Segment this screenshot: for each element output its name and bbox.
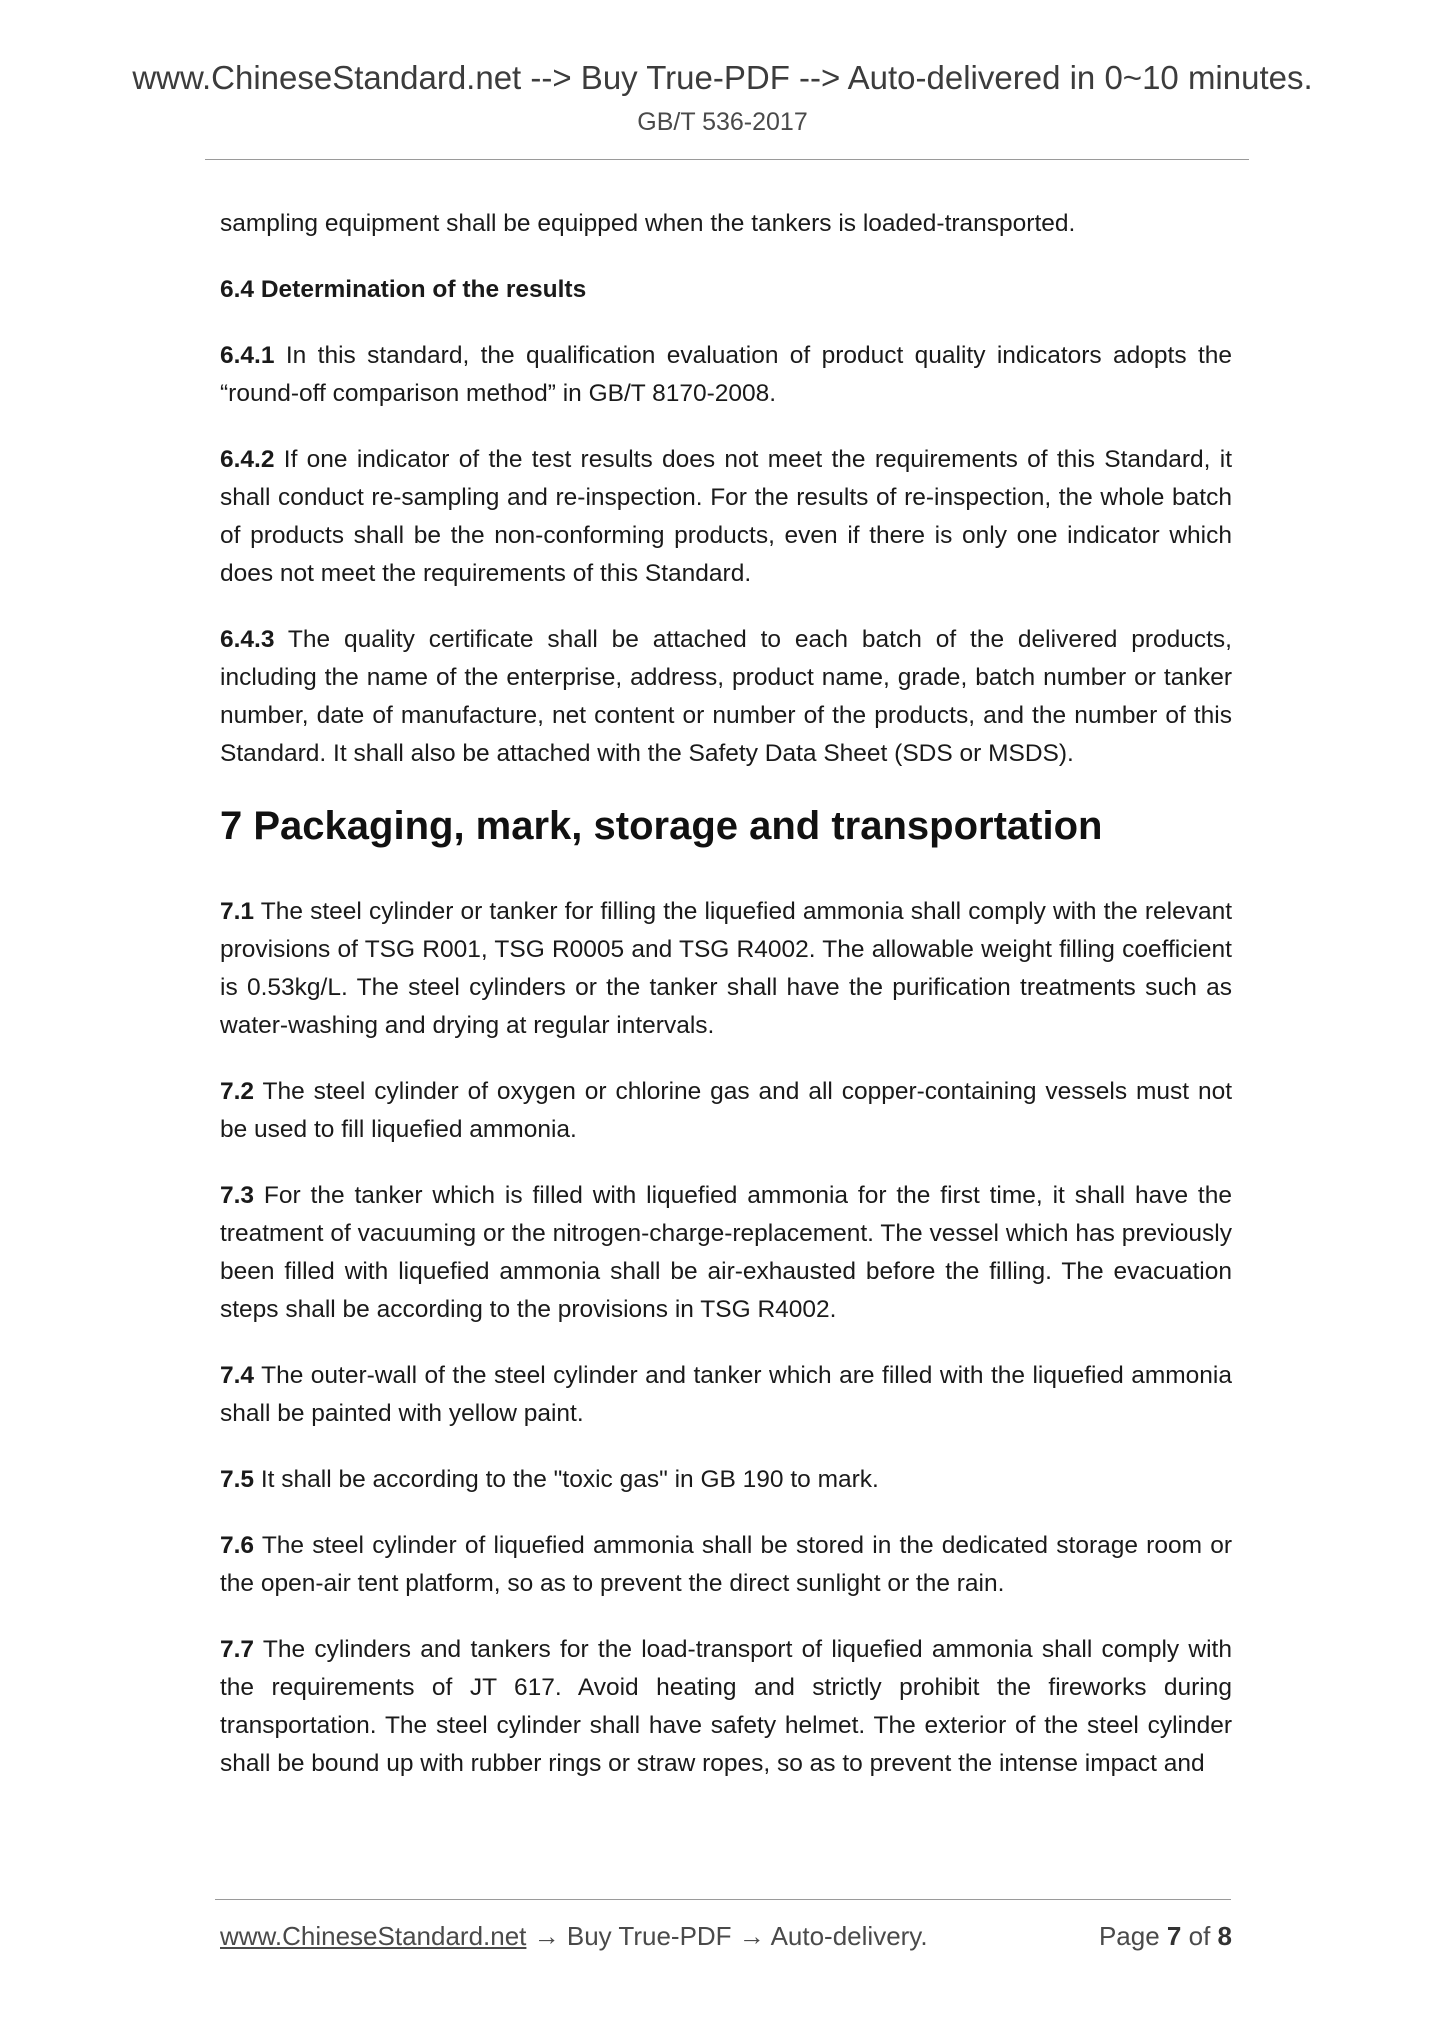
page-of-label: of <box>1181 1921 1218 1951</box>
paragraph-6-4-3 <box>220 621 1232 773</box>
page-label: Page <box>1098 1921 1167 1951</box>
heading-section-7: 7 Packaging, mark, storage and transportation <box>220 804 1103 848</box>
clause-text: For the tanker which is filled with liquefied ammonia for the first time, it shall have the treatment of vacuuming or the nitrogen-charge-replacement. The vessel which has previously been filled with liquefied ammonia shall be air-exhausted before the filling. The evacuation steps shall be according to the provisions in TSG R4002. <box>220 1182 1232 1323</box>
page-current: 7 <box>1166 1921 1182 1951</box>
standard-number: GB/T 536-2017 <box>637 108 808 136</box>
paragraph-7-5 <box>220 1461 1232 1499</box>
clause-number: 7.3 <box>220 1182 255 1209</box>
clause-text: If one indicator of the test results does not meet the requirements of this Standard, it shall conduct re-sampling and re-inspection. For the results of re-inspection, the whole batch of products shall be the non-conforming products, even if there is only one indicator which does not meet the requirements of this Standard. <box>220 446 1232 587</box>
clause-text: The steel cylinder of liquefied ammonia shall be stored in the dedicated storage room or the open-air tent platform, so as to prevent the direct sunlight or the rain. <box>220 1532 1232 1597</box>
clause-number: 7.4 <box>220 1362 255 1389</box>
clause-number: 7.6 <box>220 1532 255 1559</box>
paragraph-7-7 <box>220 1631 1232 1783</box>
clause-number: 6.4.2 <box>220 446 275 473</box>
clause-text: It shall be according to the "toxic gas" in GB 190 to mark. <box>254 1466 879 1493</box>
page-indicator <box>1099 1918 1232 1954</box>
clause-text: The quality certificate shall be attached to each batch of the delivered products, including the name of the enterprise, address, product name, grade, batch number or tanker number, date of manufacture, net content or number of the products, and the number of this Standard. It shall also be attached with the Safety Data Sheet (SDS or MSDS). <box>220 626 1232 767</box>
clause-number: 6.4.3 <box>220 626 275 653</box>
footer-site-link[interactable]: www.ChineseStandard.net <box>220 1921 527 1951</box>
header-banner: www.ChineseStandard.net --> Buy True-PDF --> Auto-delivered in 0~10 minutes. <box>132 59 1313 96</box>
clause-number: 7.7 <box>220 1636 255 1663</box>
paragraph-7-3 <box>220 1177 1232 1329</box>
paragraph-7-2 <box>220 1073 1232 1149</box>
paragraph-7-1 <box>220 893 1232 1045</box>
clause-number: 6.4.1 <box>220 342 275 369</box>
clause-number: 7.5 <box>220 1466 255 1493</box>
paragraph-7-6 <box>220 1527 1232 1603</box>
clause-text: The steel cylinder or tanker for filling the liquefied ammonia shall comply with the relevant provisions of TSG R001, TSG R0005 and TSG R4002. The allowable weight filling coefficient is 0.53kg/L. The steel cylinders or the tanker shall have the purification treatments such as water-washing and drying at regular intervals. <box>220 898 1232 1039</box>
clause-text: The steel cylinder of oxygen or chlorine gas and all copper-containing vessels must not be used to fill liquefied ammonia. <box>220 1078 1232 1143</box>
header-divider <box>205 159 1249 160</box>
paragraph-7-4 <box>220 1357 1232 1433</box>
clause-text: In this standard, the qualification evaluation of product quality indicators adopts the “round-off comparison method” in GB/T 8170-2008. <box>220 342 1232 407</box>
paragraph-intro: sampling equipment shall be equipped when the tankers is loaded-transported. <box>220 210 1076 237</box>
clause-number: 7.1 <box>220 898 255 925</box>
page-total: 8 <box>1217 1921 1232 1951</box>
footer-divider <box>215 1899 1231 1900</box>
clause-number: 7.2 <box>220 1078 255 1105</box>
paragraph-6-4-1 <box>220 337 1232 413</box>
document-body <box>220 205 1232 1811</box>
footer-promo <box>220 1918 928 1954</box>
footer-promo-text: → Buy True-PDF → Auto-delivery. <box>526 1921 928 1951</box>
clause-text: The cylinders and tankers for the load-transport of liquefied ammonia shall comply with the requirements of JT 617. Avoid heating and strictly prohibit the fireworks during transportation. The steel cylinder shall have safety helmet. The exterior of the steel cylinder shall be bound up with rubber rings or straw ropes, so as to prevent the intense impact and <box>220 1636 1232 1777</box>
paragraph-6-4-2 <box>220 441 1232 593</box>
clause-text: The outer-wall of the steel cylinder and tanker which are filled with the liquefied ammonia shall be painted with yellow paint. <box>220 1362 1232 1427</box>
page-footer <box>220 1918 1232 1954</box>
heading-6-4: 6.4 Determination of the results <box>220 276 587 303</box>
